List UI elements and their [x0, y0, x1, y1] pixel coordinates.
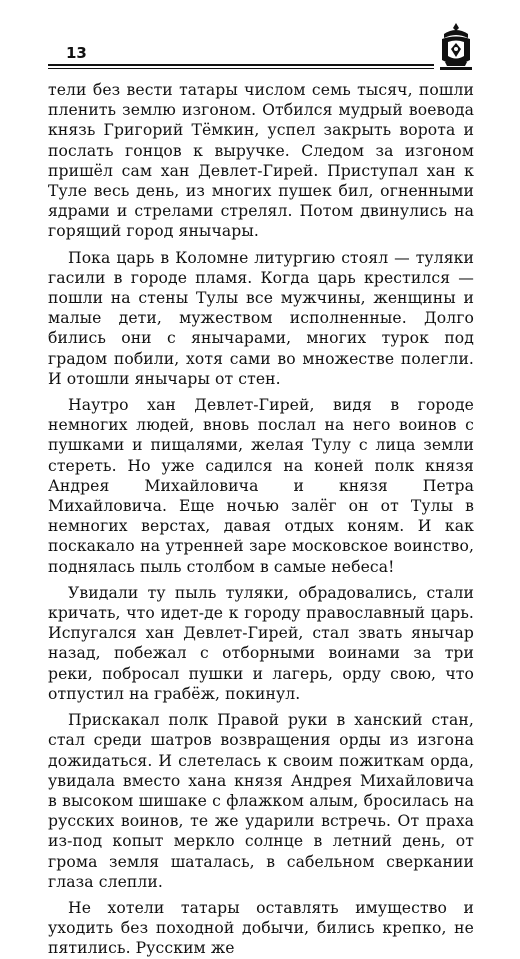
- paragraph: Прискакал полк Правой руки в ханский стан, стал среди шатров возвращения орды из изгона дожидаться. И слетелась к своим пожиткам орда, увидала вместо хана князя Андрея Михайловича в высоком шишаке с флажком алым, бросилась на русских воинов, те же ударили встречь. От праха из-под копыт меркло солнце в летний день, от грома земля шаталась, в сабельном сверкании глаза слепли.: [48, 711, 474, 891]
- header-rule-thin: [48, 68, 434, 69]
- paragraph: Наутро хан Девлет-Гирей, видя в городе немногих людей, вновь послал на него воинов с пушками и пищалями, желая Тулу с лица земли стереть. Но уже садился на коней полк князя Андрея Михайловича и князя Петра Михайловича. Еще ночью залёг он от Тулы в немногих верстах, давая отдых коням. И как поскакало на утренней заре московское воинство, поднялась пыль столбом в самые небеса!: [48, 396, 474, 576]
- ornament-emblem-icon: [438, 22, 474, 72]
- page-number: 13: [66, 44, 87, 62]
- paragraph: тели без вести татары числом семь тысяч, пошли пленить землю изгоном. Отбился мудрый воевода князь Григорий Тёмкин, успел закрыть ворота и послать гонцов к выручке. Следом за изгоном пришёл сам хан Девлет-Гирей. Приступал хан к Туле весь день, из многих пушек бил, огненными ядрами и стрелами стрелял. Потом двинулись на горящий город янычары.: [48, 81, 474, 241]
- header-rule: [48, 64, 434, 66]
- page-header: [48, 38, 474, 78]
- paragraph: Пока царь в Коломне литургию стоял — туляки гасили в городе пламя. Когда царь крестился — пошли на стены Тулы все мужчины, женщины и малые дети, мужеством исполненные. Долго бились они с янычарами, многих турок под градом побили, хотя сами во множестве полегли. И отошли янычары от стен.: [48, 248, 474, 388]
- paragraph: Не хотели татары оставлять имущество и уходить без походной добычи, бились крепко, не пятились. Русским же: [48, 898, 474, 958]
- body-text: [48, 80, 474, 959]
- paragraph: Увидали ту пыль туляки, обрадовались, стали кричать, что идет-де к городу православный царь. Испугался хан Девлет-Гирей, стал звать янычар назад, побежал с отборными воинами за три реки, побросал пушки и лагерь, орду свою, что отпустил на грабёж, покинул.: [48, 583, 474, 703]
